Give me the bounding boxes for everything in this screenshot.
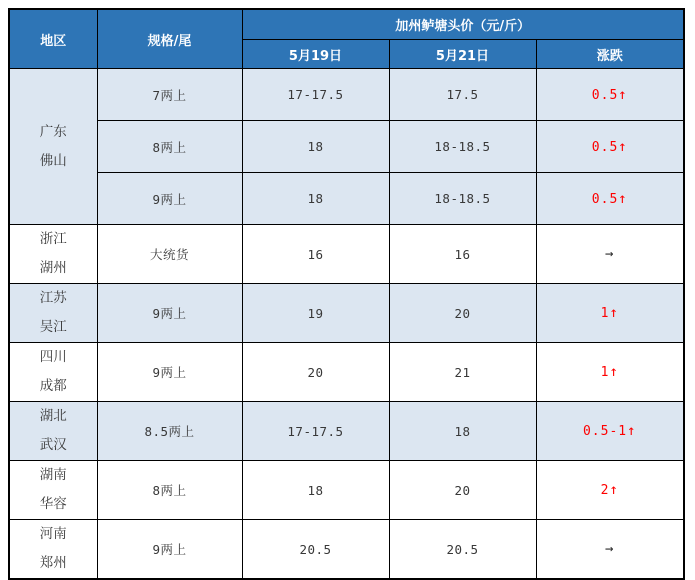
change-value: 0.5-1 [582, 424, 628, 439]
header-row-top [9, 9, 684, 40]
up-arrow-icon: ↑ [618, 190, 628, 207]
cell-price-date2: 20 [389, 461, 536, 520]
column-header-region: 地区 [9, 9, 97, 69]
up-arrow-icon: ↑ [627, 423, 637, 439]
region-line2: 华容 [39, 496, 67, 512]
cell-region [9, 225, 97, 284]
cell-spec: 9两上 [97, 173, 242, 225]
cell-spec: 8.5两上 [97, 402, 242, 461]
up-arrow-icon: ↑ [618, 86, 628, 103]
up-arrow-icon: ↑ [609, 364, 619, 380]
column-header-price-group: 加州鲈塘头价（元/斤） [242, 9, 684, 40]
table-row [9, 461, 684, 520]
cell-region [9, 284, 97, 343]
table-row [9, 69, 684, 121]
change-value: 2 [600, 483, 610, 498]
cell-change [536, 402, 684, 461]
cell-change [536, 520, 684, 580]
cell-change [536, 225, 684, 284]
column-header-date2: 5月21日 [389, 40, 536, 69]
cell-price-date2: 18-18.5 [389, 173, 536, 225]
region-line2: 佛山 [39, 152, 67, 169]
region-line2: 郑州 [39, 555, 67, 571]
column-header-spec: 规格/尾 [97, 9, 242, 69]
cell-region [9, 343, 97, 402]
cell-price-date1: 17-17.5 [242, 402, 389, 461]
region-line1: 浙江 [39, 231, 67, 247]
cell-change [536, 173, 684, 225]
region-line1: 湖南 [39, 467, 67, 483]
region-line2: 湖州 [39, 260, 67, 276]
up-arrow-icon: ↑ [609, 482, 619, 498]
region-line1: 广东 [39, 123, 67, 140]
table-row [9, 121, 684, 173]
cell-price-date1: 20.5 [242, 520, 389, 580]
cell-price-date2: 18-18.5 [389, 121, 536, 173]
cell-spec: 9两上 [97, 343, 242, 402]
table-row [9, 225, 684, 284]
cell-change [536, 69, 684, 121]
cell-spec: 8两上 [97, 461, 242, 520]
cell-price-date1: 17-17.5 [242, 69, 389, 121]
cell-spec: 9两上 [97, 520, 242, 580]
cell-price-date2: 20 [389, 284, 536, 343]
cell-change [536, 121, 684, 173]
change-value: 0.5 [591, 139, 619, 155]
up-arrow-icon: ↑ [618, 138, 628, 155]
cell-price-date2: 20.5 [389, 520, 536, 580]
region-line2: 武汉 [39, 437, 67, 453]
cell-spec: 8两上 [97, 121, 242, 173]
cell-price-date1: 18 [242, 121, 389, 173]
cell-price-date2: 17.5 [389, 69, 536, 121]
table-row [9, 520, 684, 580]
cell-price-date1: 19 [242, 284, 389, 343]
cell-price-date1: 20 [242, 343, 389, 402]
cell-spec: 9两上 [97, 284, 242, 343]
right-arrow-icon: → [605, 541, 615, 557]
cell-price-date1: 18 [242, 461, 389, 520]
cell-spec: 大统货 [97, 225, 242, 284]
cell-region [9, 461, 97, 520]
price-table [8, 8, 685, 580]
cell-price-date2: 18 [389, 402, 536, 461]
region-line1: 湖北 [39, 408, 67, 424]
region-line1: 四川 [39, 349, 67, 365]
change-value: 0.5 [591, 87, 619, 103]
up-arrow-icon: ↑ [609, 305, 619, 321]
cell-price-date2: 21 [389, 343, 536, 402]
region-line2: 吴江 [39, 319, 67, 335]
change-value: 1 [600, 365, 610, 380]
change-value: 1 [600, 306, 610, 321]
cell-price-date2: 16 [389, 225, 536, 284]
cell-change [536, 461, 684, 520]
region-line1: 江苏 [39, 290, 67, 306]
cell-spec: 7两上 [97, 69, 242, 121]
cell-price-date1: 18 [242, 173, 389, 225]
cell-change [536, 343, 684, 402]
table-row [9, 402, 684, 461]
cell-price-date1: 16 [242, 225, 389, 284]
region-line1: 河南 [39, 526, 67, 542]
table-row [9, 343, 684, 402]
change-value: 0.5 [591, 191, 619, 207]
region-line2: 成都 [39, 378, 67, 394]
cell-region [9, 520, 97, 580]
cell-region [9, 402, 97, 461]
cell-region [9, 69, 97, 225]
table-row [9, 284, 684, 343]
cell-change [536, 284, 684, 343]
column-header-change: 涨跌 [536, 40, 684, 69]
table-row [9, 173, 684, 225]
column-header-date1: 5月19日 [242, 40, 389, 69]
right-arrow-icon: → [605, 246, 615, 262]
